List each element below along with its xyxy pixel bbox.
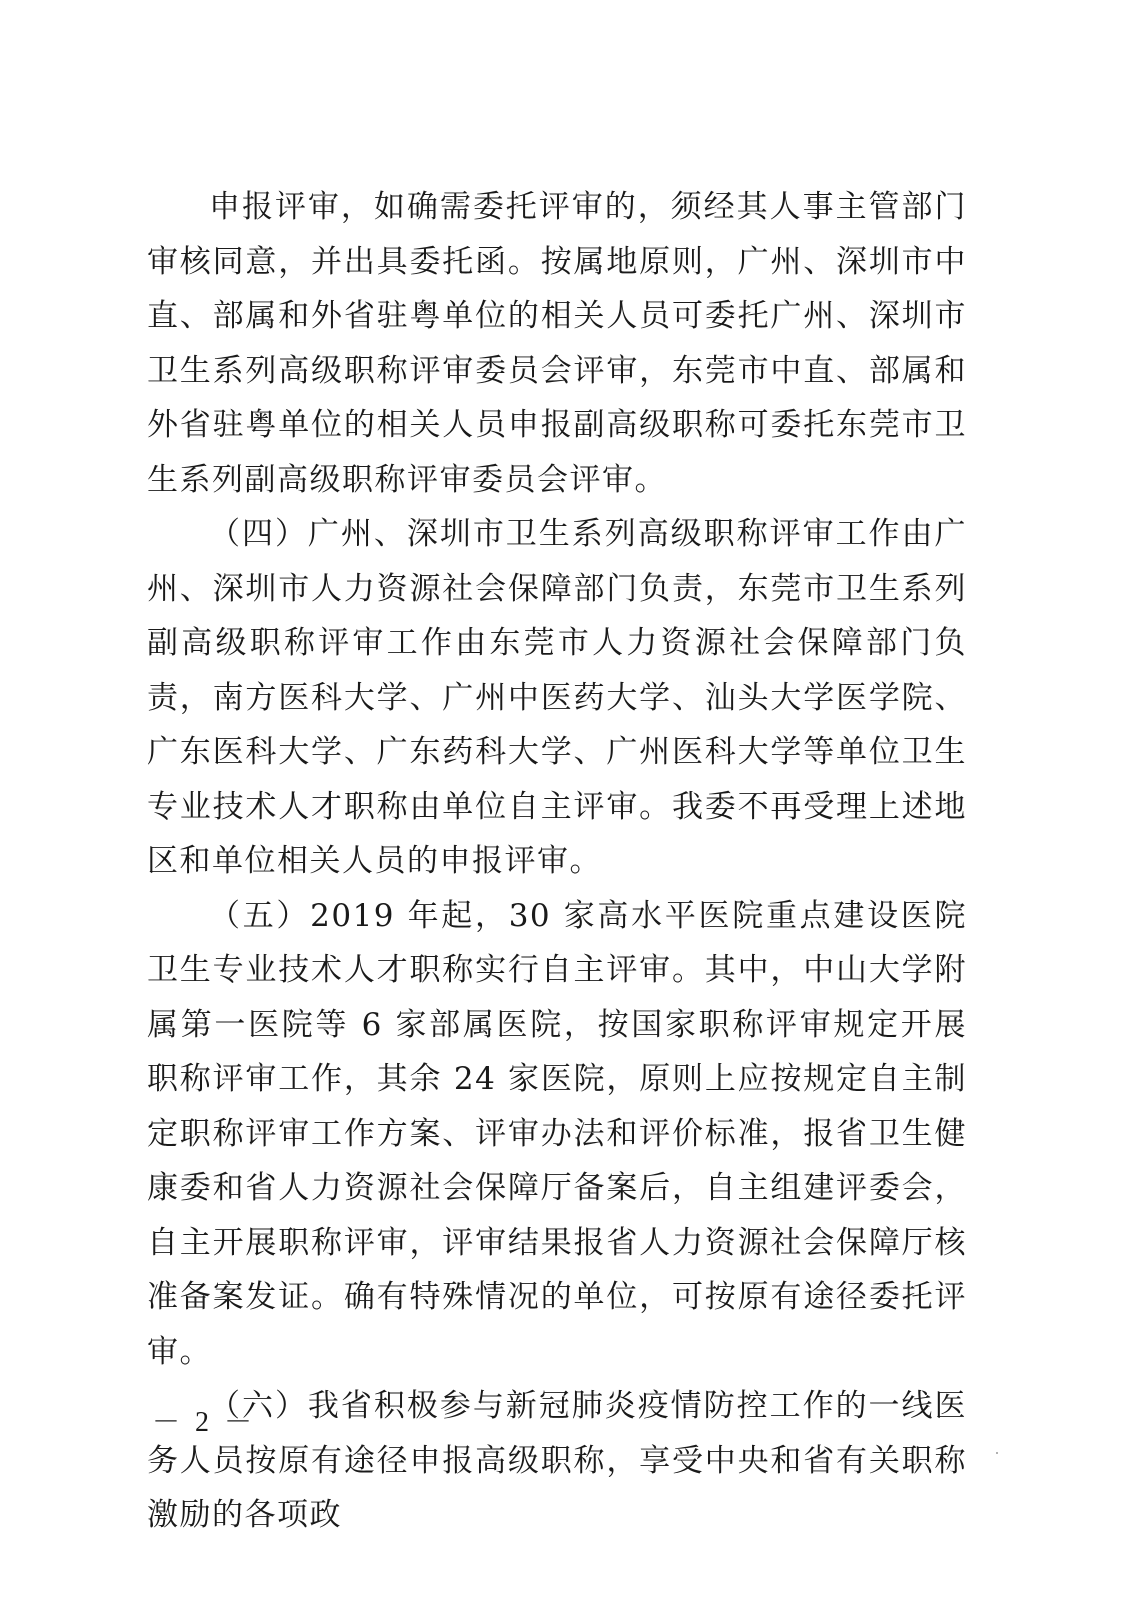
scan-speck — [996, 1452, 998, 1454]
document-body — [147, 180, 967, 1543]
paragraph-item-4: （四）广州、深圳市卫生系列高级职称评审工作由广州、深圳市人力资源社会保障部门负责，东莞市卫生系列副高级职称评审工作由东莞市人力资源社会保障部门负责，南方医科大学、广州中医药大学、汕头大学医学院、广东医科大学、广东药科大学、广州医科大学等单位卫生专业技术人才职称由单位自主评审。我委不再受理上述地区和单位相关人员的申报评审。 — [147, 516, 967, 879]
paragraph-item-5: （五）2019 年起，30 家高水平医院重点建设医院卫生专业技术人才职称实行自主评审。其中，中山大学附属第一医院等 6 家部属医院，按国家职称评审规定开展职称评审工作，其余 24 家医院，原则上应按规定自主制定职称评审工作方案、评审办法和评价标准，报省卫生健康委和省人力资源社会保障厅备案后，自主组建评委会，自主开展职称评审，评审结果报省人力资源社会保障厅核准备案发证。确有特殊情况的单位，可按原有途径委托评审。 — [147, 897, 967, 1370]
paragraph-item-6: （六）我省积极参与新冠肺炎疫情防控工作的一线医务人员按原有途径申报高级职称，享受中央和省有关职称激励的各项政 — [147, 1388, 967, 1533]
paragraph-continuation: 申报评审，如确需委托评审的，须经其人事主管部门审核同意，并出具委托函。按属地原则，广州、深圳市中直、部属和外省驻粤单位的相关人员可委托广州、深圳市卫生系列高级职称评审委员会评审，东莞市中直、部属和外省驻粤单位的相关人员申报副高级职称可委托东莞市卫生系列副高级职称评审委员会评审。 — [147, 189, 967, 498]
page-number: － 2 － — [152, 1407, 257, 1438]
